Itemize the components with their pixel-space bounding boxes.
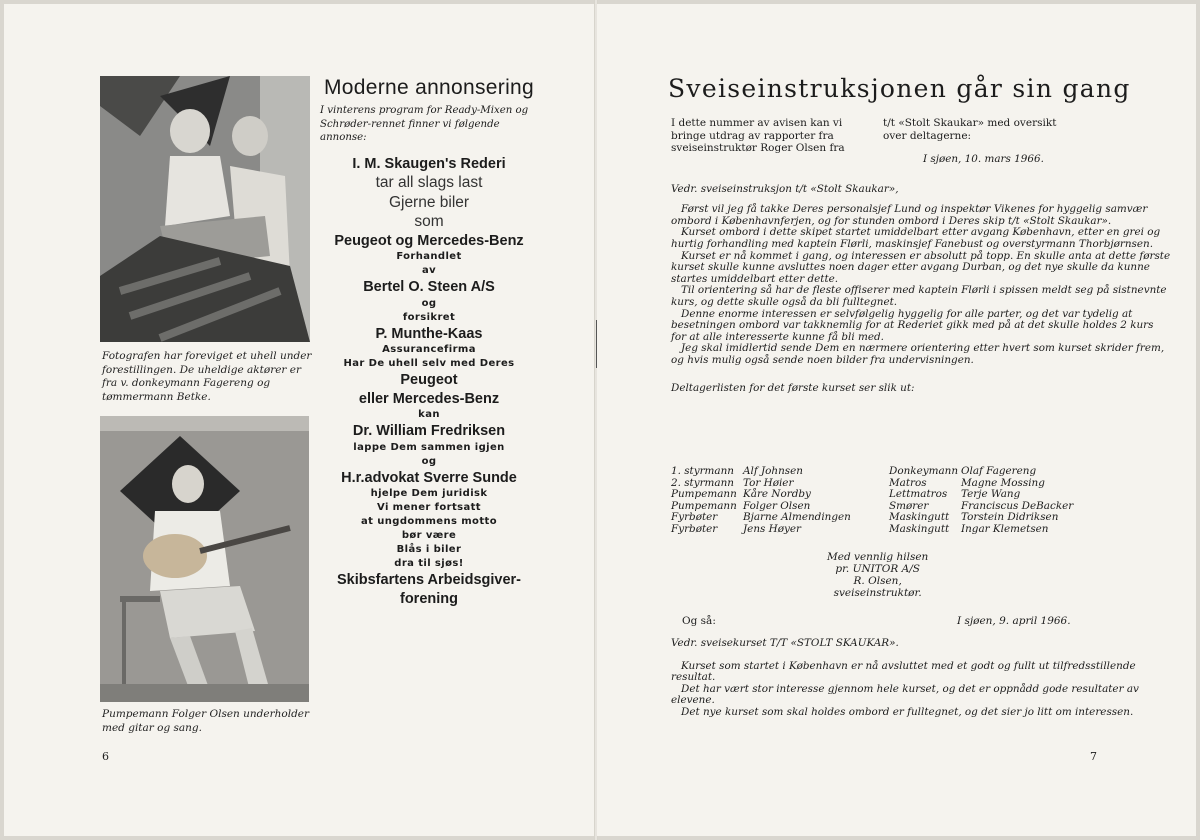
- signoff-line: Med vennlig hilsen: [827, 551, 929, 563]
- ad-line: Bertel O. Steen A/S: [363, 279, 495, 295]
- advertisement: [320, 76, 538, 610]
- roster-rank: Matros: [889, 476, 927, 489]
- letter-2: [671, 638, 1171, 719]
- roster-name: Bjarne Almendingen: [743, 511, 851, 524]
- paragraph: Jeg skal imidlertid sende Dem en nærmere orientering etter hvert som kurset skrider frem, og hvis mulig også sende noen bilder fra undervisningen.: [671, 342, 1165, 366]
- roster-row: [671, 524, 1171, 536]
- photo-guitar-caption: Pumpemann Folger Olsen underholder med gitar og sang.: [102, 708, 310, 734]
- roster-rank: Smører: [889, 499, 929, 512]
- ad-line: Peugeot og Mercedes-Benz: [334, 232, 524, 249]
- ad-line: lappe Dem sammen igjen: [353, 441, 505, 453]
- paragraph: Denne enorme interessen er selvfølgelig hyggelig for alle parter, og det var tydelig at besetningen ombord var takknemlig for at Rederiet gikk med på at det skulle holdes 2 kurs for at alle interesserte kunne få bli med.: [671, 307, 1154, 343]
- ad-line: Dr. William Fredriksen: [352, 423, 506, 439]
- roster-name: Olaf Fagereng: [961, 465, 1037, 477]
- paragraph: Det nye kurset som skal holdes ombord er fulltegnet, og det sier jo litt om interessen.: [681, 705, 1134, 718]
- ad-line: forsikret: [402, 311, 456, 323]
- ad-line: P. Munthe-Kaas: [375, 325, 483, 342]
- roster-name: Franciscus DeBacker: [961, 499, 1074, 512]
- ad-line: bør være: [401, 530, 457, 541]
- photo-accident-image: [100, 76, 310, 342]
- ad-line: som: [414, 213, 444, 230]
- ad-line: Gjerne biler: [388, 193, 470, 211]
- ad-line: og: [421, 297, 437, 309]
- roster-name: Jens Høyer: [743, 522, 801, 535]
- signoff-line: R. Olsen,: [853, 575, 902, 587]
- transition-text: Og så:: [682, 615, 716, 627]
- roster-name: Magne Mossing: [961, 476, 1045, 489]
- roster-rank: Maskingutt: [889, 522, 950, 535]
- letter-1-dateline: I sjøen, 10. mars 1966.: [923, 153, 1044, 165]
- paragraph: Kurset ombord i dette skipet startet umiddelbart etter avgang København, etter en grei og hurtig forhandling med kaptein Flørli, maskinsjef Fanebust og overstyrmann Thorbjørnsen.: [671, 226, 1161, 250]
- roster-name: Folger Olsen: [743, 499, 811, 512]
- ad-line: eller Mercedes-Benz: [358, 390, 500, 407]
- ad-intro: I vinterens program for Ready-Mixen og Schrøder-rennet finner vi følgende annonse:: [320, 105, 529, 143]
- letter-2-dateline: I sjøen, 9. april 1966.: [957, 615, 1071, 627]
- roster-rank: 1. styrmann: [671, 465, 734, 477]
- roster-name: Alf Johnsen: [743, 465, 803, 477]
- participant-roster: [671, 466, 1171, 536]
- roster-rank: 2. styrmann: [671, 476, 734, 489]
- roster-rank: Pumpemann: [671, 499, 737, 512]
- ad-line: Assurancefirma: [382, 344, 476, 355]
- ad-line: Peugeot: [400, 372, 458, 388]
- ad-line: hjelpe Dem juridisk: [370, 488, 488, 499]
- paragraph: Kurset er nå kommet i gang, og interessen er absolutt på topp. En skulle anta at dette første kurset skulle kunne avsluttes noen dager etter avgang Durban, og det nye skulle da kunne startes umiddelbart etter dette.: [671, 249, 1171, 285]
- roster-row: [671, 466, 1171, 478]
- roster-rank: Maskingutt: [889, 511, 950, 524]
- signoff-line: pr. UNITOR A/S: [835, 563, 920, 575]
- intro-col-1: I dette nummer av avisen kan vi bringe utdrag av rapporter fra sveiseinstruktør Roger Olsen fra: [671, 117, 845, 154]
- ad-line: Vi mener fortsatt: [377, 502, 481, 513]
- paragraph: Til orientering så har de fleste offiserer med kaptein Flørli i spissen meldt seg på sistnevnte kurs, og dette skulle også da bli fulltegnet.: [671, 284, 1167, 308]
- letter-2-subject: Vedr. sveisekurset T/T «STOLT SKAUKAR».: [671, 637, 899, 649]
- page-number-left: 6: [102, 750, 109, 763]
- ad-line: tar all slags last: [375, 174, 483, 191]
- paragraph: Kurset som startet i København er nå avsluttet med et godt og fullt ut tilfredsstillende resultat.: [671, 659, 1136, 684]
- ad-line: av: [421, 265, 437, 276]
- roster-name: Terje Wang: [961, 488, 1021, 501]
- left-page: [4, 4, 596, 836]
- ad-line: kan: [418, 409, 440, 420]
- article-title: Sveiseinstruksjonen går sin gang: [668, 74, 1131, 103]
- ad-line: I. M. Skaugen's Rederi: [352, 155, 506, 172]
- signoff-line: sveiseinstruktør.: [833, 587, 922, 599]
- roster-rank: Lettmatros: [889, 488, 948, 501]
- ad-title: Moderne annonsering: [323, 76, 534, 99]
- ad-line: og: [421, 455, 437, 467]
- letter-1: [671, 154, 1171, 394]
- ad-line: dra til sjøs!: [394, 558, 464, 569]
- roster-name: Ingar Klemetsen: [961, 522, 1049, 535]
- letter-1-subject: Vedr. sveiseinstruksjon t/t «Stolt Skaukar»,: [671, 182, 899, 195]
- roster-rank: Fyrbøter: [671, 522, 718, 535]
- roster-rank: Fyrbøter: [671, 511, 718, 524]
- paragraph: Først vil jeg få takke Deres personalsjef Lund og inspektør Vikenes for hyggelig samvær ombord i Københavnferjen, og for stunden ombord i Deres skip t/t «Stolt Skaukar».: [671, 203, 1148, 227]
- photo-accident: [100, 76, 310, 342]
- photo-accident-caption: Fotografen har foreviget et uhell under forestillingen. De uheldige aktører er fra v. donkeymann Fagereng og tømmermann Betke.: [102, 350, 312, 403]
- letter-1-signoff: [827, 551, 928, 599]
- ad-line: Blås i biler: [396, 544, 462, 555]
- roster-name: Kåre Nordby: [743, 488, 811, 501]
- page-number-right: 7: [1090, 750, 1097, 763]
- intro-col-2: t/t «Stolt Skaukar» med oversikt over deltagerne:: [883, 117, 1057, 142]
- right-page: [597, 4, 1196, 836]
- ad-lines: [320, 157, 538, 607]
- roster-name: Tor Høier: [743, 476, 794, 489]
- roster-name: Torstein Didriksen: [961, 511, 1059, 524]
- photo-guitar-image: [100, 416, 309, 702]
- ad-line: forening: [400, 590, 458, 607]
- ad-line: H.r.advokat Sverre Sunde: [341, 469, 517, 486]
- roster-rank: Donkeymann: [889, 465, 959, 477]
- roster-intro: Deltagerlisten for det første kurset ser slik ut:: [671, 381, 915, 394]
- ad-line: at ungdommens motto: [361, 516, 497, 527]
- ad-line: Forhandlet: [396, 251, 462, 262]
- ad-line: Skibsfartens Arbeidsgiver-: [337, 572, 521, 588]
- photo-guitar: [100, 416, 309, 702]
- roster-rank: Pumpemann: [671, 488, 737, 501]
- ad-line: Har De uhell selv med Deres: [343, 358, 515, 369]
- paragraph: Det har vært stor interesse gjennom hele kurset, og det er oppnådd gode resultater av elevene.: [671, 682, 1139, 707]
